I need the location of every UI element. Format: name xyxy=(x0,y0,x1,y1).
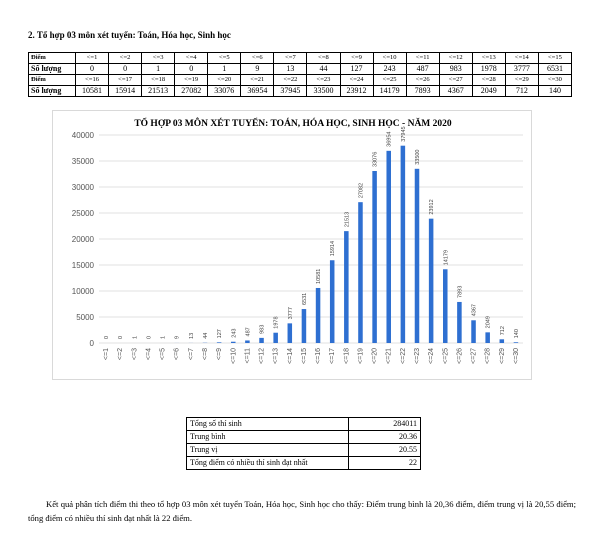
x-tick-label: <=8 xyxy=(202,348,209,361)
stats-value: 20.36 xyxy=(349,431,421,444)
bar xyxy=(245,340,250,343)
data-label: 36954 xyxy=(386,131,393,147)
x-tick-label: <=24 xyxy=(428,348,436,364)
score-range-cell: <=22 xyxy=(274,75,307,86)
count-cell: 712 xyxy=(505,86,538,97)
x-tick-label: <=13 xyxy=(272,348,280,364)
y-tick-label: 5000 xyxy=(76,313,94,322)
data-label: 44 xyxy=(203,332,209,339)
score-range-cell: <=19 xyxy=(175,75,208,86)
count-cell: 983 xyxy=(439,64,472,75)
score-range-cell: <=1 xyxy=(76,53,109,64)
count-cell: 487 xyxy=(406,64,439,75)
bar xyxy=(485,332,490,343)
count-cell: 9 xyxy=(241,64,274,75)
stats-row xyxy=(187,457,421,470)
score-table-row xyxy=(29,86,572,97)
x-tick-label: <=4 xyxy=(145,348,153,361)
y-tick-label: 0 xyxy=(89,339,94,348)
count-cell: 7893 xyxy=(406,86,439,97)
x-tick-label: <=19 xyxy=(357,348,365,364)
score-range-cell: <=28 xyxy=(472,75,505,86)
bar xyxy=(386,151,391,343)
count-cell: 21513 xyxy=(142,86,175,97)
score-range-cell: <=16 xyxy=(76,75,109,86)
count-cell: 33500 xyxy=(307,86,340,97)
x-tick-label: <=23 xyxy=(414,348,421,364)
bar xyxy=(288,323,293,343)
x-tick-label: <=12 xyxy=(258,348,266,364)
count-cell: 0 xyxy=(76,64,109,75)
stats-value: 284011 xyxy=(349,418,421,431)
bar xyxy=(302,309,307,343)
data-label: 0 xyxy=(118,335,125,339)
score-range-cell: <=26 xyxy=(406,75,439,86)
score-range-cell: <=23 xyxy=(307,75,340,86)
x-tick-label: <=7 xyxy=(187,348,195,361)
y-tick-label: 35000 xyxy=(71,157,94,166)
data-label: 27082 xyxy=(358,182,365,199)
x-tick-label: <=27 xyxy=(470,348,478,364)
data-label: 487 xyxy=(245,327,252,337)
stats-value: 20.55 xyxy=(349,444,421,457)
x-tick-label: <=18 xyxy=(343,348,351,364)
score-range-cell: <=17 xyxy=(109,75,142,86)
score-range-cell: <=7 xyxy=(274,53,307,64)
count-cell: 0 xyxy=(175,64,208,75)
stats-value: 22 xyxy=(349,457,421,470)
data-label: 37945 xyxy=(400,126,407,142)
bar xyxy=(514,342,519,343)
score-range-cell: <=4 xyxy=(175,53,208,64)
score-range-cell: <=11 xyxy=(406,53,439,64)
count-cell: 1978 xyxy=(472,64,505,75)
score-range-cell: <=20 xyxy=(208,75,241,86)
x-tick-label: <=9 xyxy=(216,348,224,361)
score-range-cell: <=12 xyxy=(439,53,472,64)
score-range-cell: <=27 xyxy=(439,75,472,86)
bar xyxy=(401,146,406,343)
data-label: 6531 xyxy=(301,292,308,306)
count-cell: 13 xyxy=(274,64,307,75)
x-tick-label: <=1 xyxy=(103,348,111,361)
data-label: 1 xyxy=(160,335,167,339)
score-range-cell: <=24 xyxy=(340,75,373,86)
score-range-cell: <=10 xyxy=(373,53,406,64)
count-cell: 2049 xyxy=(472,86,505,97)
score-range-cell: <=8 xyxy=(307,53,340,64)
count-cell: 140 xyxy=(538,86,571,97)
data-label: 23912 xyxy=(429,199,436,215)
count-cell: 37945 xyxy=(274,86,307,97)
y-tick-label: 25000 xyxy=(71,209,94,218)
y-tick-label: 15000 xyxy=(71,261,94,270)
data-label: 127 xyxy=(217,329,224,339)
count-cell: 44 xyxy=(307,64,340,75)
data-label: 0 xyxy=(104,335,111,339)
stats-row xyxy=(187,431,421,444)
score-distribution-table xyxy=(28,52,572,97)
score-row-label: Điểm xyxy=(29,75,76,86)
chart-frame xyxy=(52,110,532,380)
bar xyxy=(457,302,462,343)
x-tick-label: <=28 xyxy=(484,348,492,364)
count-cell: 1 xyxy=(142,64,175,75)
stats-label: Tổng điểm có nhiều thí sinh đạt nhất xyxy=(187,457,349,470)
bar xyxy=(273,333,278,343)
count-cell: 127 xyxy=(340,64,373,75)
score-range-cell: <=30 xyxy=(538,75,571,86)
score-range-cell: <=14 xyxy=(505,53,538,64)
score-table-row xyxy=(29,53,572,64)
count-cell: 3777 xyxy=(505,64,538,75)
data-label: 1978 xyxy=(273,316,280,329)
count-cell: 1 xyxy=(208,64,241,75)
data-label: 21513 xyxy=(344,211,351,228)
x-tick-label: <=20 xyxy=(371,348,379,364)
bar xyxy=(344,231,349,343)
count-cell: 36954 xyxy=(241,86,274,97)
count-cell: 23912 xyxy=(340,86,373,97)
x-tick-label: <=14 xyxy=(286,348,294,364)
x-tick-label: <=15 xyxy=(300,348,308,364)
score-range-cell: <=18 xyxy=(142,75,175,86)
bar xyxy=(471,320,476,343)
bar xyxy=(443,269,448,343)
y-tick-label: 40000 xyxy=(71,131,94,140)
score-range-cell: <=21 xyxy=(241,75,274,86)
score-range-cell: <=13 xyxy=(472,53,505,64)
x-tick-label: <=10 xyxy=(230,348,238,364)
data-label: 4367 xyxy=(471,304,478,317)
bar xyxy=(316,288,321,343)
score-row-label: Số lượng xyxy=(29,86,76,97)
count-cell: 4367 xyxy=(439,86,472,97)
data-label: 33076 xyxy=(372,151,379,168)
x-tick-label: <=21 xyxy=(385,348,393,364)
x-tick-label: <=17 xyxy=(329,348,337,364)
score-table-row xyxy=(29,75,572,86)
count-cell: 6531 xyxy=(538,64,571,75)
data-label: 712 xyxy=(499,326,506,336)
x-tick-label: <=3 xyxy=(131,348,139,361)
x-tick-label: <=2 xyxy=(117,348,125,361)
bar xyxy=(330,260,335,343)
score-range-cell: <=15 xyxy=(538,53,571,64)
stats-label: Tổng số thí sinh xyxy=(187,418,349,431)
data-label: 7893 xyxy=(457,285,464,298)
data-label: 140 xyxy=(513,329,520,339)
bar xyxy=(500,339,505,343)
x-tick-label: <=22 xyxy=(399,348,407,364)
count-cell: 10581 xyxy=(76,86,109,97)
bar xyxy=(358,202,363,343)
data-label: 0 xyxy=(146,335,153,339)
stats-label: Trung vị xyxy=(187,444,349,457)
count-cell: 0 xyxy=(109,64,142,75)
bar xyxy=(259,338,264,343)
data-label: 2049 xyxy=(485,316,492,329)
x-tick-label: <=29 xyxy=(498,348,506,364)
score-range-cell: <=3 xyxy=(142,53,175,64)
data-label: 3777 xyxy=(287,307,294,320)
count-cell: 14179 xyxy=(373,86,406,97)
score-range-cell: <=9 xyxy=(340,53,373,64)
data-label: 243 xyxy=(231,328,238,338)
bar xyxy=(415,169,420,343)
score-range-cell: <=6 xyxy=(241,53,274,64)
data-label: 10581 xyxy=(316,268,323,284)
score-range-cell: <=2 xyxy=(109,53,142,64)
score-range-cell: <=5 xyxy=(208,53,241,64)
bar xyxy=(429,219,434,343)
score-row-label: Số lượng xyxy=(29,64,76,75)
data-label: 1 xyxy=(132,335,139,339)
score-bar-chart xyxy=(53,111,533,381)
data-label: 13 xyxy=(188,332,195,339)
x-tick-label: <=6 xyxy=(173,348,181,361)
y-tick-label: 10000 xyxy=(71,287,94,296)
chart-title: TỔ HỢP 03 MÔN XÉT TUYỂN: TOÁN, HÓA HỌC, SINH HỌC - NĂM 2020 xyxy=(134,119,452,129)
x-tick-label: <=16 xyxy=(315,348,323,364)
y-tick-label: 30000 xyxy=(71,183,94,192)
bar xyxy=(231,342,236,343)
score-range-cell: <=29 xyxy=(505,75,538,86)
x-tick-label: <=26 xyxy=(456,348,464,364)
bar xyxy=(217,342,222,343)
x-tick-label: <=25 xyxy=(442,348,450,364)
x-tick-label: <=5 xyxy=(159,348,167,361)
score-range-cell: <=25 xyxy=(373,75,406,86)
data-label: 983 xyxy=(259,324,266,334)
summary-stats-table xyxy=(186,417,421,470)
bar xyxy=(372,171,377,343)
x-tick-label: <=30 xyxy=(512,348,520,364)
count-cell: 27082 xyxy=(175,86,208,97)
conclusion-paragraph: Kết quả phân tích điểm thi theo tổ hợp 03 môn xét tuyển Toán, Hóa học, Sinh học cho thấy: Điểm trung bình là 20,36 điểm, điểm trung vị là 20,55 điểm; tổng điểm có nhiều thí sinh đạt nhất là 22 điểm. xyxy=(28,499,576,523)
data-label: 15914 xyxy=(330,240,337,257)
section-heading: 2. Tổ hợp 03 môn xét tuyển: Toán, Hóa học, Sinh học xyxy=(28,30,231,40)
score-row-label: Điểm xyxy=(29,53,76,64)
stats-row xyxy=(187,444,421,457)
y-tick-label: 20000 xyxy=(71,235,94,244)
count-cell: 243 xyxy=(373,64,406,75)
data-label: 9 xyxy=(174,335,181,339)
count-cell: 15914 xyxy=(109,86,142,97)
count-cell: 33076 xyxy=(208,86,241,97)
stats-label: Trung bình xyxy=(187,431,349,444)
x-tick-label: <=11 xyxy=(244,348,252,364)
score-table-row xyxy=(29,64,572,75)
stats-row xyxy=(187,418,421,431)
data-label: 14179 xyxy=(443,249,450,266)
data-label: 33500 xyxy=(415,149,421,165)
